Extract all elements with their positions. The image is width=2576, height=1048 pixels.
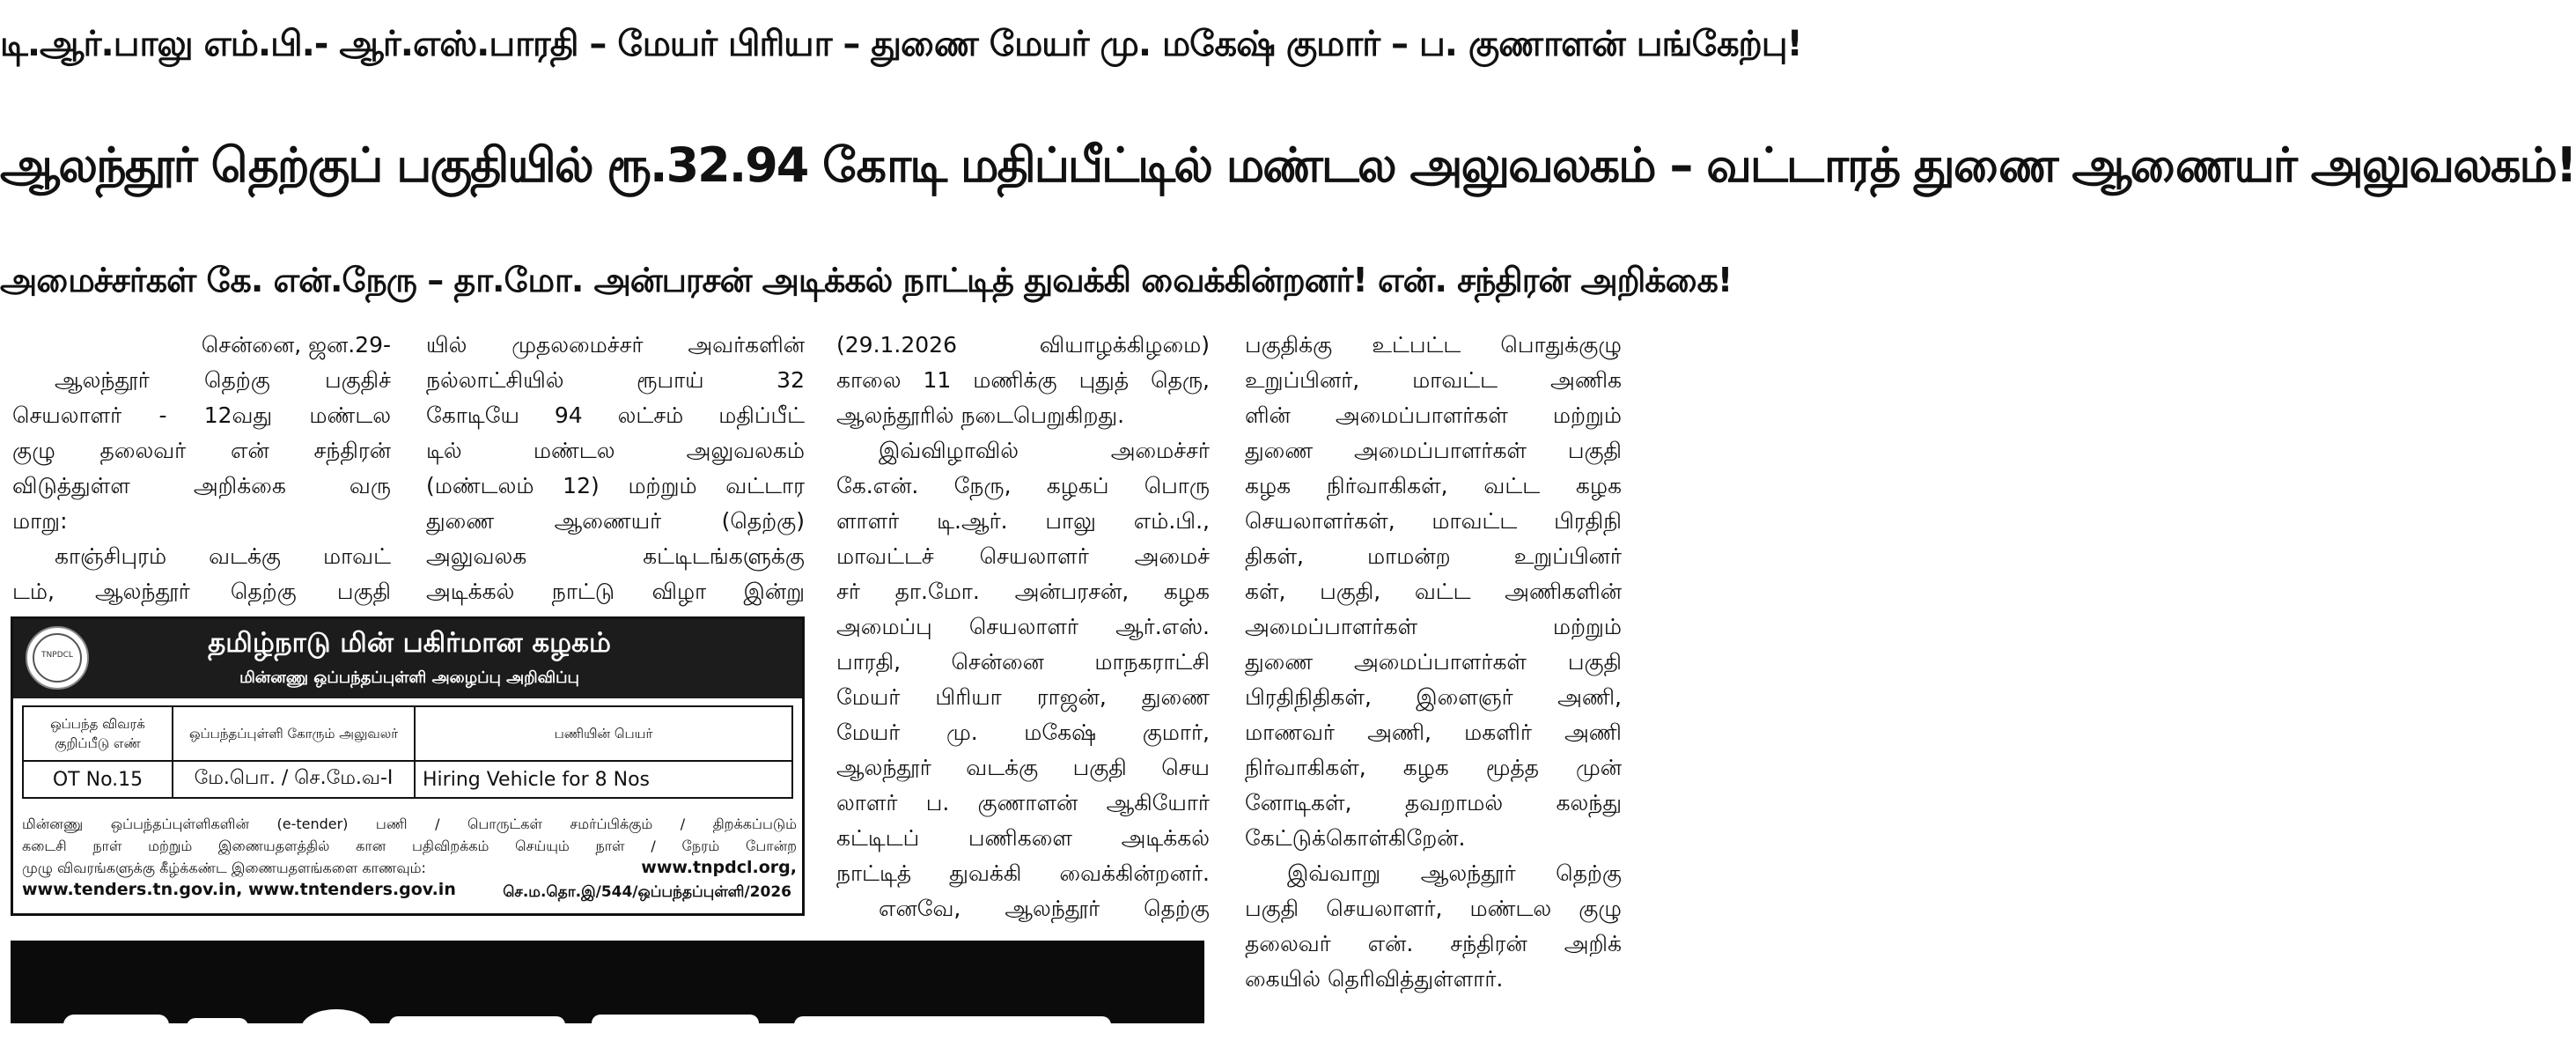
article-line: ளின் அமைப்பாளர்கள் மற்றும் [1245,402,1622,428]
article-line: கள், பகுதி, வட்ட அணிகளின் [1245,579,1622,604]
logo-text: TNPDCL [41,651,73,660]
letter-shape [187,1018,248,1037]
tnpdcl-logo-icon [26,626,89,690]
article-column-1 [12,328,391,609]
article-line: துணை அமைப்பாளர்கள் பகுதி [1245,438,1622,463]
article-line: யில் முதலமைச்சர் அவர்களின் [426,332,805,358]
article-line: மாறு: [12,508,68,534]
letter-shape [794,1016,1111,1037]
tender-links[interactable]: www.tenders.tn.gov.in, www.tntenders.gov.in [22,880,456,899]
article-line: ஆலந்தூரில் நடைபெறுகிறது. [836,402,1125,428]
article-line: டில் மண்டல அலுவலகம் [426,438,805,463]
advertisement-banner [11,941,1204,1023]
article-column-3 [836,328,1210,926]
article-line: விடுத்துள்ள அறிக்கை வரு [12,473,391,498]
article-line: பகுதி செயலாளர், மண்டல குழு [1245,896,1622,921]
article-line: ஆலந்தூர் வடக்கு பகுதி செய [836,755,1210,780]
article-line: கேட்டுக்கொள்கிறேன். [1245,825,1466,851]
article-line: மேயர் மு. மகேஷ் குமார், [836,720,1210,745]
article-line: கழக நிர்வாகிகள், வட்ட கழக [1245,473,1622,498]
article-line: அடிக்கல் நாட்டு விழா இன்று [426,579,805,604]
article-line: கட்டிடப் பணிகளை அடிக்கல் [836,825,1210,851]
article-line: காஞ்சிபுரம் வடக்கு மாவட் [55,543,391,569]
article-line: நல்லாட்சியில் ரூபாய் 32 [426,367,805,393]
article-line: லாளர் ப. குணாளன் ஆகியோர் [836,790,1210,816]
article-line: பாரதி, சென்னை மாநகராட்சி [836,649,1210,675]
headline-sub: அமைச்சர்கள் கே. என்.நேரு – தா.மோ. அன்பரசன் அடிக்கல் நாட்டித் துவக்கி வைக்கின்றனர்! என். சந்திரன் அறிக்கை! [0,261,1733,299]
letter-shape [301,1009,372,1048]
tender-note-text: முழு விவரங்களுக்கு கீழ்க்கண்ட இணையதளங்களை காணவும்: [22,860,426,876]
article-line: னோடிகள், தவறாமல் கலந்து [1245,790,1622,816]
article-column-4 [1245,328,1622,997]
banner-partial-text-graphic [46,995,1190,1030]
article-line: செயலாளர் - 12வது மண்டல [12,402,391,428]
article-line: துணை ஆணையர் (தெற்கு) [426,508,805,534]
tender-note-line: மின்னணு ஒப்பந்தப்புள்ளிகளின் (e-tender) பணி / பொருட்கள் சமர்ப்பிக்கும் / திறக்கப்படும் [22,816,797,832]
article-line: கே.என். நேரு, கழகப் பொரு [836,473,1210,498]
tender-table [22,705,793,799]
article-line: அலுவலக கட்டிடங்களுக்கு [426,543,805,569]
headline-top: டி.ஆர்.பாலு எம்.பி.- ஆர்.எஸ்.பாரதி – மேயர் பிரியா – துணை மேயர் மு. மகேஷ் குமார் – ப. குணாளன் பங்கேற்பு! [0,24,1802,64]
article-line: திகள், மாமன்ற உறுப்பினர் [1245,543,1622,569]
article-line: கோடியே 94 லட்சம் மதிப்பீட் [426,402,805,428]
article-line: நிர்வாகிகள், கழக மூத்த முன் [1245,755,1622,780]
tender-org-name: தமிழ்நாடு மின் பகிர்மான கழகம் [208,627,611,659]
article-line: சர் தா.மோ. அன்பரசன், கழக [836,579,1210,604]
article-line: அமைப்பாளர்கள் மற்றும் [1245,614,1622,639]
letter-shape [389,1016,565,1037]
article-line: (மண்டலம் 12) மற்றும் வட்டார [426,473,805,498]
article-line: தலைவர் என். சந்திரன் அறிக் [1245,931,1622,956]
article-line: காலை 11 மணிக்கு புதுத் தெரு, [836,367,1210,393]
article-line: இவ்விழாவில் அமைச்சர் [879,438,1210,463]
article-line: செயலாளர்கள், மாவட்ட பிரதிநி [1245,508,1622,534]
article-line: (29.1.2026 வியாழக்கிழமை) [836,332,1210,358]
tender-note-line [22,857,797,879]
letter-shape [63,1015,169,1037]
table-cell: மே.பொ. / செ.மே.வ-I [173,761,415,798]
article-line: மாணவர் அணி, மகளிர் அணி [1245,720,1622,745]
article-line: உறுப்பினர், மாவட்ட அணிக [1245,367,1622,393]
tender-note-line: கடைசி நாள் மற்றும் இணையதளத்தில் கான பதிவிறக்கம் செய்யும் நாள் / நேரம் போன்ற [22,838,798,854]
article-line: சென்னை, ஜன.29- [201,332,391,358]
article-line: கையில் தெரிவித்துள்ளார். [1245,966,1504,992]
article-line: மாவட்டச் செயலாளர் அமைச் [836,543,1210,569]
tender-note [22,813,797,879]
tender-reference: செ.ம.தொ.இ/544/ஒப்பந்தப்புள்ளி/2026 [503,883,791,901]
article-line: ளாளர் டி.ஆர். பாலு எம்.பி., [836,508,1210,534]
table-header-row [23,706,792,761]
tender-notice [11,616,805,916]
column-header: ஒப்பந்த விவரக் குறிப்பீடு எண் [23,706,173,761]
column-header: ஒப்பந்தப்புள்ளி கோரும் அலுவலர் [173,706,415,761]
article-line: எனவே, ஆலந்தூர் தெற்கு [879,896,1210,921]
article-line: மேயர் பிரியா ராஜன், துணை [836,684,1210,710]
article-line: அமைப்பு செயலாளர் ஆர்.எஸ். [836,614,1210,639]
table-cell: Hiring Vehicle for 8 Nos [415,761,792,798]
article-column-2 [426,328,805,609]
headline-main: ஆலந்தூர் தெற்குப் பகுதியில் ரூ.32.94 கோடி மதிப்பீட்டில் மண்டல அலுவலகம் – வட்டாரத் துணை ஆணையர் அலுவலகம்! [0,137,2576,193]
article-line: துணை அமைப்பாளர்கள் பகுதி [1245,649,1622,675]
article-line: இவ்வாறு ஆலந்தூர் தெற்கு [1287,860,1622,886]
tender-link[interactable]: www.tnpdcl.org, [641,858,797,877]
article-line: டம், ஆலந்தூர் தெற்கு பகுதி [12,579,391,604]
column-header: பணியின் பெயர் [415,706,792,761]
article-line: ஆலந்தூர் தெற்கு பகுதிச் [55,367,391,393]
tender-header [13,619,802,698]
article-line: குழு தலைவர் என் சந்திரன் [12,438,391,463]
tender-notice-title: மின்னணு ஒப்பந்தப்புள்ளி அழைப்பு அறிவிப்பு [239,668,579,687]
table-row [23,761,792,798]
article-line: நாட்டித் துவக்கி வைக்கின்றனர். [836,860,1210,886]
article-line: பிரதிநிதிகள், இளைஞர் அணி, [1245,684,1622,710]
banner-letter-shapes [46,1002,1190,1037]
table-cell: OT No.15 [23,761,173,798]
article-line: பகுதிக்கு உட்பட்ட பொதுக்குழு [1245,332,1622,358]
letter-shape [592,1015,759,1037]
